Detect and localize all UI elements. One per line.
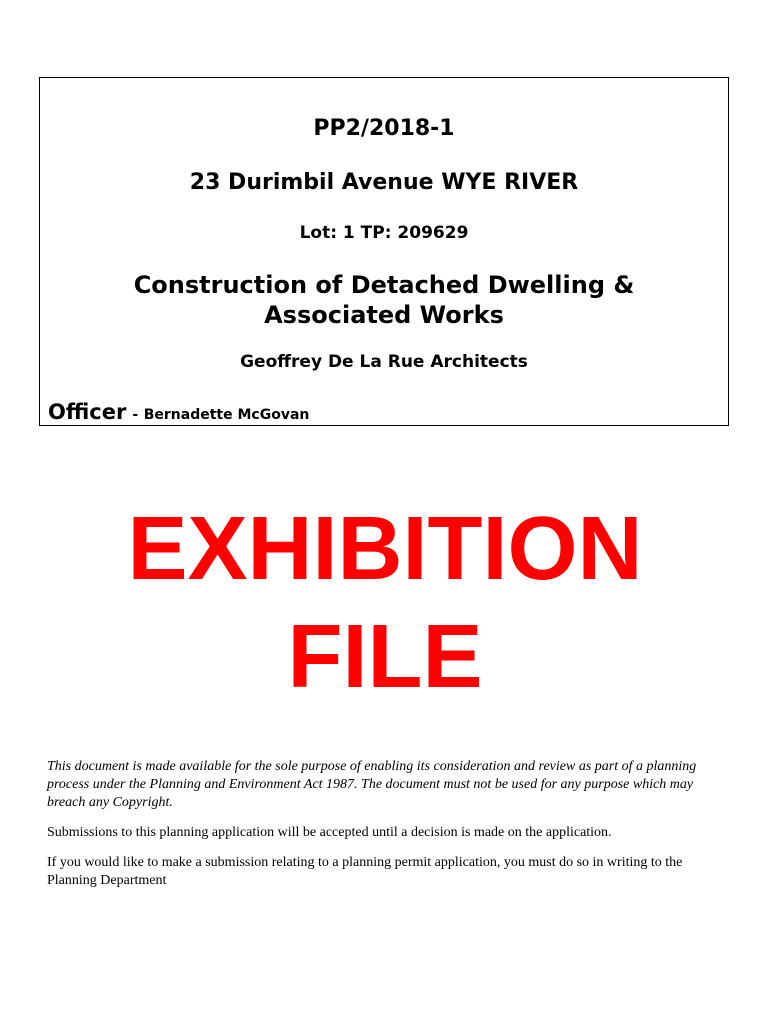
application-description [40,270,728,330]
officer-label: Officer [48,400,127,424]
submission-instructions: If you would like to make a submission relating to a planning permit application, you must do so in writing to the Planning Department [47,855,683,888]
application-header-box [39,77,729,426]
architect-name: Geoffrey De La Rue Architects [240,352,528,372]
banner-line-1: EXHIBITION [127,499,643,599]
copyright-disclaimer: This document is made available for the sole purpose of enabling its consideration and review as part of a planning process under the Planning and Environment Act 1987. The document must not be used for any purpose which may breach any Copyright. [47,759,697,810]
banner-line-2: FILE [287,607,483,707]
submissions-note: Submissions to this planning application will be accepted until a decision is made on the application. [47,825,612,840]
officer-line [48,400,309,424]
lot-details: Lot: 1 TP: 209629 [299,223,469,243]
exhibition-file-banner [0,495,770,711]
notes-section [47,758,722,902]
application-reference: PP2/2018-1 [313,116,455,141]
property-address: 23 Durimbil Avenue WYE RIVER [189,170,579,195]
officer-name: Bernadette McGovan [143,407,310,423]
description-line-2: Associated Works [264,301,504,329]
officer-separator: - [132,407,139,423]
description-line-1: Construction of Detached Dwelling & [133,271,635,299]
